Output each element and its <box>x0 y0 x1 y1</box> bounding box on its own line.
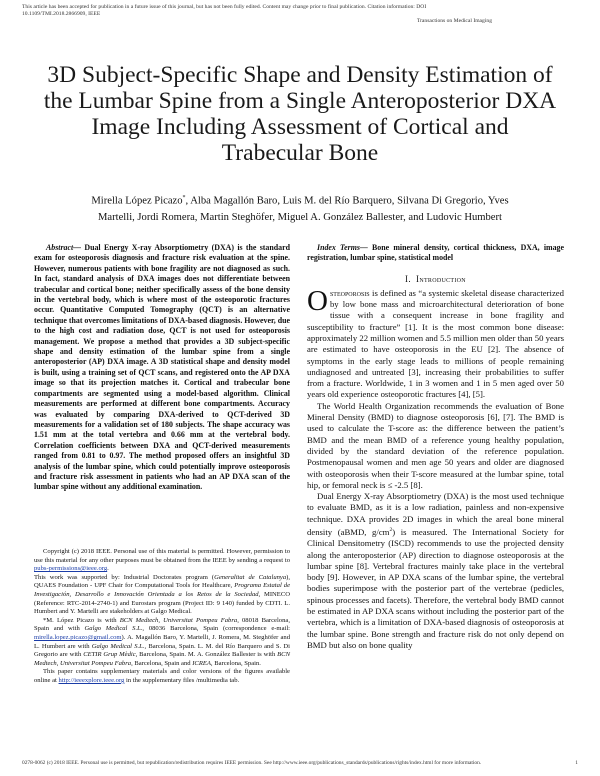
intro-paragraph-1-text: is defined as “a systemic skeletal disease characterized by low bone mass and microarchitectural deterioration of bone tissue with a consequent increase in bone fragility and susceptibility to fracture” [1]. It is the most common bone disease: approximately 22 million women and 5.5 million men older than 50 years are estimated to have osteoporosis in the EU [2]. The absence of symptoms in the early stage leads to millions of people remaining undiagnosed and untreated [3], increasing their probabilities to suffer from a fracture. Worldwide, 1 in 3 women and 1 in 5 men aged over 50 years old experience osteoporotic fractures [4], [5]. <box>307 287 564 400</box>
affil-text-6: , Barcelona, Spain. M. A. González Ballester is with <box>135 651 278 659</box>
permissions-email-link[interactable]: pubs-permissions@ieee.org <box>34 565 108 573</box>
funding-italic-1: Generalitat de Catalunya <box>214 573 287 581</box>
affil-text-8: , Barcelona, Spain. <box>210 659 261 667</box>
abstract-label: Abstract— <box>46 243 82 252</box>
supp-text-2: in the supplementary files /multimedia tab. <box>124 676 240 684</box>
affil-italic-7: ICREA <box>192 659 211 667</box>
affil-text-4: ). A. Magallón Baro, Y. Martelli, J. Romera, M. Steghöfer and L. Humbert are with <box>34 633 290 650</box>
right-column <box>307 243 564 651</box>
intro-lead-word: steoporosis <box>329 287 370 298</box>
left-column <box>34 243 290 493</box>
abstract <box>34 243 290 493</box>
section-number: I. <box>405 273 411 284</box>
corresponding-mark: * <box>182 195 186 201</box>
intro-paragraph-3a: Dual Energy X-ray Absorptiometry (DXA) is the most used technique to evaluate BMD, as it is a low radiation, painless and non-expensive technique. DXA provides 2D images in which the areal bone mineral density (aBMD, g/cm <box>307 491 564 537</box>
affil-italic-5: CETIR Grup Mèdic <box>83 651 136 659</box>
index-terms-text: Bone mineral density, cortical thickness, DXA, image registration, lumbar spine, statistical model <box>307 243 564 263</box>
affil-text-2: , 08018 Barcelona, Spain and with <box>34 616 290 633</box>
page-number: 1 <box>575 760 578 766</box>
abstract-text: Dual Energy X-ray Absorptiometry (DXA) is the standard exam for osteoporosis diagnosis and fracture risk evaluation at the spine. However, numerous patients with bone fragility are not diagnosed as such. In fact, standard analysis of DXA images does not differentiate between trabecular and cortical bone; neither specifically assess of the bone density in the vertebral body, which is where most of the osteoporotic fractures occur. Quantitative Computed Tomography (QCT) is an alternative technique that overcomes limitations of DXA-based diagnosis. However, due to the high cost and radiation dose, QCT is not used for osteoporosis management. We propose a method that provides a 3D subject-specific shape and density estimation of the lumbar spine from a single anteroposterior (AP) DXA image. A 3D statistical shape and density model is built, using a training set of QCT scans, and registered onto the AP DXA image so that its projection matches it. Cortical and trabecular bone compartments are segmented using a model-based algorithm. Clinical measurements are performed at different bone compartments. Accuracy was evaluated by comparing DXA-derived to QCT-derived 3D measurements for a validation set of 180 subjects. The shape accuracy was 1.51 mm at the total vertebra and 0.66 mm at the vertebral body. Correlation coefficients between DXA and QCT-derived measurements ranged from 0.81 to 0.97. The method proposed offers an insightful 3D analysis of the lumbar spine, which could potentially improve osteoporosis and fracture risk assessment in patients who had an AP DXA scan of the lumbar spine without any additional examination. <box>34 243 291 492</box>
index-terms-label: Index Terms— <box>317 243 368 252</box>
intro-paragraph-3 <box>307 491 564 651</box>
section-heading-introduction <box>307 274 564 284</box>
affil-italic-1: BCN Medtech, Universitat Pompeu Fabra <box>119 616 238 624</box>
header-note <box>22 4 492 25</box>
copyright-note <box>34 548 290 574</box>
drop-cap: O <box>307 284 328 317</box>
author-line1-pre: Mirella López Picazo <box>91 195 183 207</box>
copyright-end: . <box>107 565 109 573</box>
correspondence-email-link[interactable]: mirella.lopez.picazo@gmail.com <box>34 633 122 641</box>
index-terms <box>307 243 564 264</box>
intro-paragraph-2: The World Health Organization recommends the evaluation of Bone Mineral Density (BMD) to diagnose osteoporosis [6], [7]. The BMD is used to calculate the T-score as: the difference between the patient’s BMD and the mean BMD of a reference young healthy population, divided by the standard deviation of the reference population. Postmenopausal women and men age 50 years and older are diagnosed with osteoporosis when their T-score measured at the lumbar spine, total hip, or femoral neck is ≤ -2.5 [8]. <box>307 400 564 490</box>
affil-italic-4: Galgo Medical S.L. <box>91 642 145 650</box>
introduction-body <box>307 284 564 651</box>
section-title: Introduction <box>416 273 466 284</box>
footer-text: 0278-0062 (c) 2018 IEEE. Personal use is permitted, but republication/redistribution requires IEEE permission. See http://www.ieee.org/publications_standards/publications/rights/index.html for more information. <box>22 760 482 766</box>
funding-italic-2: Programa Estatal de Investigación, Desarrollo e Innovación Orientada a los Retos de la Sociedad <box>34 582 290 598</box>
author-line2: Martelli, Jordi Romera, Martin Steghöfer, Miguel A. González Ballester, and Ludovic Humbert <box>98 211 502 223</box>
funding-text-2: ), QUAES Foundation - UPF Chair for Computational Tools for Healthcare, <box>34 573 290 590</box>
affil-text-3: , 08036 Barcelona, Spain (correspondence e-mail: <box>142 625 290 633</box>
copyright-text: Copyright (c) 2018 IEEE. Personal use of this material is permitted. However, permission to use this material for any other purposes must be obtained from the IEEE by sending a request to <box>34 548 290 564</box>
superscript-2: 2 <box>389 527 393 534</box>
intro-paragraph-1 <box>307 284 564 401</box>
funding-text-1: This work was supported by: Industrial Doctorates program ( <box>34 573 215 581</box>
author-list <box>70 190 530 226</box>
header-note-line2: Transactions on Medical Imaging <box>416 18 492 24</box>
affil-italic-2: Galgo Medical S.L. <box>84 625 143 633</box>
funding-note <box>34 574 290 617</box>
affil-italic-6: BCN Medtech, Universitat Pompeu Fabra <box>34 651 290 667</box>
first-page-footnote <box>34 548 290 686</box>
funding-text-3: , MINECO (Reference: RTC-2014-2740-1) and Eurostars program (Project ID: 9 140) funded by CDTI. L. Humbert and Y. Martelli are stakeholders at Galgo Medical. <box>34 590 290 616</box>
supp-text-1: This paper contains supplementary materials and color versions of the figures available online at <box>34 668 290 684</box>
affil-text-5: , Barcelona, Spain. L. M. del Río Barquero and S. Di Gregorio are with <box>34 642 290 659</box>
affil-text-7: , Barcelona, Spain and <box>131 659 193 667</box>
author-line1-post: , Alba Magallón Baro, Luis M. del Río Barquero, Silvana Di Gregorio, Yves <box>185 195 509 207</box>
header-note-line1: This article has been accepted for publication in a future issue of this journal, but has not been fully edited. Content may change prior to final publication. Citation information: DOI 10.1109/TMI.2018.2866909, IEEE <box>22 4 427 17</box>
paper-title: 3D Subject-Specific Shape and Density Estimation of the Lumbar Spine from a Single Anteroposterior DXA Image Including Assessment of Cortical and Trabecular Bone <box>43 62 557 166</box>
intro-paragraph-3b: ) is measured. The International Society for Clinical Densitometry (ISCD) recommends to use the projected density along the anteroposterior (AP) direction to diagnose osteoporosis at the lumbar spine [8]. Vertebral fractures mainly take place in the vertebral body [9]. However, in AP DXA scans of the lumbar spine, the vertebral bodies superimpose with the posterior part of the vertebrae (pedicles, spinous processes and facets). Therefore, the vertebral body BMD cannot be estimated in AP DXA scans without including the posterior part of the vertebra, which is a limitation of DXA-based diagnosis of osteoporosis at the lumbar spine. Bone strength and fracture risk do not only depend on BMD but also on bone quality <box>307 526 564 650</box>
supplementary-note <box>34 668 290 685</box>
affiliation-note <box>34 617 290 669</box>
ieeexplore-link[interactable]: http://ieeexplore.ieee.org <box>58 676 125 684</box>
page-footer <box>22 760 578 767</box>
affil-text-1: *M. López Picazo is with <box>43 616 120 624</box>
